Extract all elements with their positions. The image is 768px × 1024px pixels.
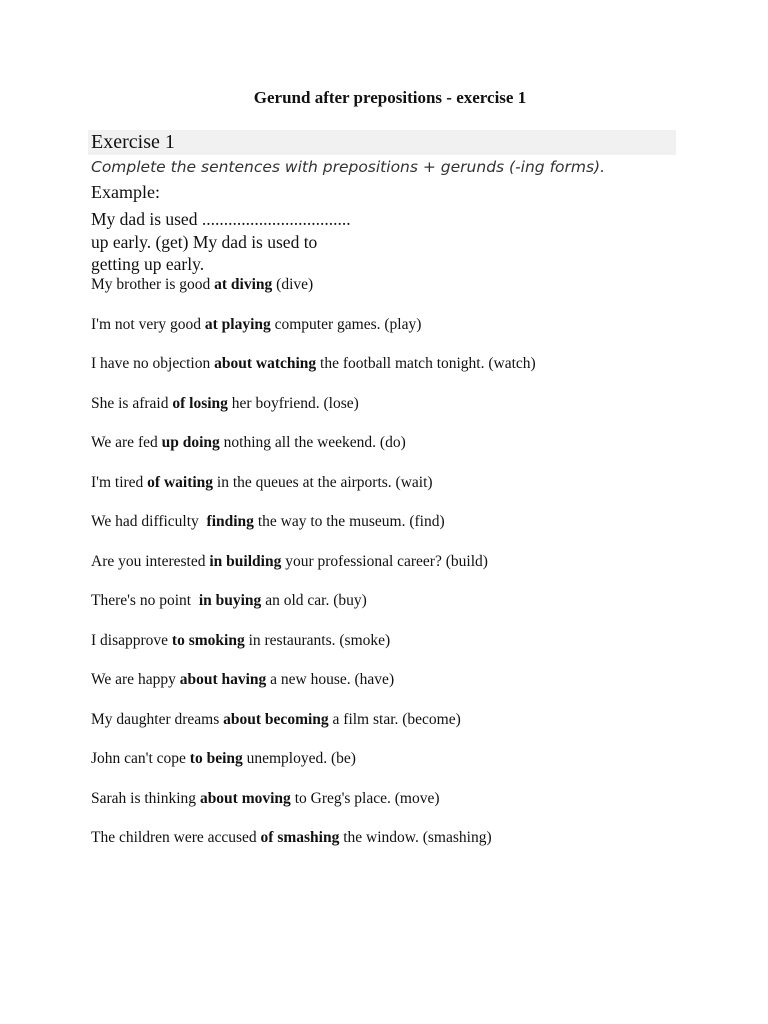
sentence-before: I'm not very good	[91, 316, 205, 333]
sentence-before: She is afraid	[91, 395, 173, 412]
sentence-answer: of smashing	[260, 829, 340, 846]
sentence-item	[91, 434, 406, 452]
sentence-item	[91, 355, 536, 373]
sentence-before: John can't cope	[91, 750, 190, 767]
sentence-after: her boyfriend. (lose)	[227, 395, 359, 412]
sentence-answer: about having	[179, 671, 267, 688]
sentence-after: a new house. (have)	[266, 671, 395, 688]
sentence-item	[91, 592, 367, 610]
sentence-answer: to being	[189, 750, 243, 767]
sentence-before: My brother is good	[91, 276, 215, 293]
sentence-after: unemployed. (be)	[242, 750, 356, 767]
sentence-answer: about becoming	[223, 711, 329, 728]
sentence-answer: about moving	[199, 790, 291, 807]
sentence-answer: in buying	[198, 592, 262, 609]
sentence-before: We are fed	[91, 434, 162, 451]
sentence-after: in restaurants. (smoke)	[244, 632, 391, 649]
sentence-item	[91, 395, 359, 413]
sentence-answer: to smoking	[171, 632, 245, 649]
sentence-item	[91, 513, 445, 531]
sentence-item	[91, 474, 433, 492]
sentence-answer: finding	[206, 513, 254, 530]
sentence-after: the football match tonight. (watch)	[316, 355, 536, 372]
sentence-before: Sarah is thinking	[91, 790, 200, 807]
exercise-heading: Exercise 1	[88, 130, 676, 155]
sentence-before: There's no point	[91, 592, 199, 609]
sentence-before: Are you interested	[91, 553, 210, 570]
sentence-after: nothing all the weekend. (do)	[219, 434, 406, 451]
sentence-answer: at diving	[214, 276, 273, 293]
sentence-after: an old car. (buy)	[261, 592, 367, 609]
sentence-answer: of waiting	[147, 474, 214, 491]
sentence-before: We had difficulty	[91, 513, 207, 530]
example-line: up early. (get) My dad is used to	[91, 231, 318, 252]
sentence-before: I have no objection	[91, 355, 215, 372]
sentence-item	[91, 790, 440, 808]
example-line: getting up early.	[91, 254, 205, 274]
sentence-after: a film star. (become)	[328, 711, 461, 728]
sentence-after: to Greg's place. (move)	[290, 790, 440, 807]
sentence-after: the window. (smashing)	[339, 829, 492, 846]
sentence-before: I disapprove	[91, 632, 172, 649]
sentence-item	[91, 316, 421, 334]
sentence-before: We are happy	[91, 671, 180, 688]
sentence-answer: in building	[209, 553, 282, 570]
sentence-item	[91, 829, 492, 847]
sentence-after: the way to the museum. (find)	[253, 513, 445, 530]
example-text	[91, 208, 421, 276]
sentence-item	[91, 632, 390, 650]
sentence-item	[91, 671, 394, 689]
sentence-before: I'm tired	[91, 474, 148, 491]
sentence-item	[91, 750, 356, 768]
sentence-after: in the queues at the airports. (wait)	[213, 474, 433, 491]
sentence-item	[91, 553, 488, 571]
sentence-answer: of losing	[172, 395, 228, 412]
sentence-answer: up doing	[161, 434, 220, 451]
sentence-after: your professional career? (build)	[281, 553, 488, 570]
sentence-answer: about watching	[214, 355, 317, 372]
exercise-instruction: Complete the sentences with prepositions + gerunds (-ing forms).	[91, 158, 606, 176]
example-label: Example:	[91, 182, 160, 202]
sentence-after: (dive)	[272, 276, 314, 293]
sentence-item	[91, 276, 313, 294]
sentence-before: My daughter dreams	[91, 711, 224, 728]
sentence-item	[91, 711, 461, 729]
sentence-after: computer games. (play)	[270, 316, 422, 333]
sentence-before: The children were accused	[91, 829, 261, 846]
page-title: Gerund after prepositions - exercise 1	[253, 88, 527, 107]
sentence-answer: at playing	[204, 316, 271, 333]
example-line: My dad is used ..................................	[91, 209, 351, 229]
